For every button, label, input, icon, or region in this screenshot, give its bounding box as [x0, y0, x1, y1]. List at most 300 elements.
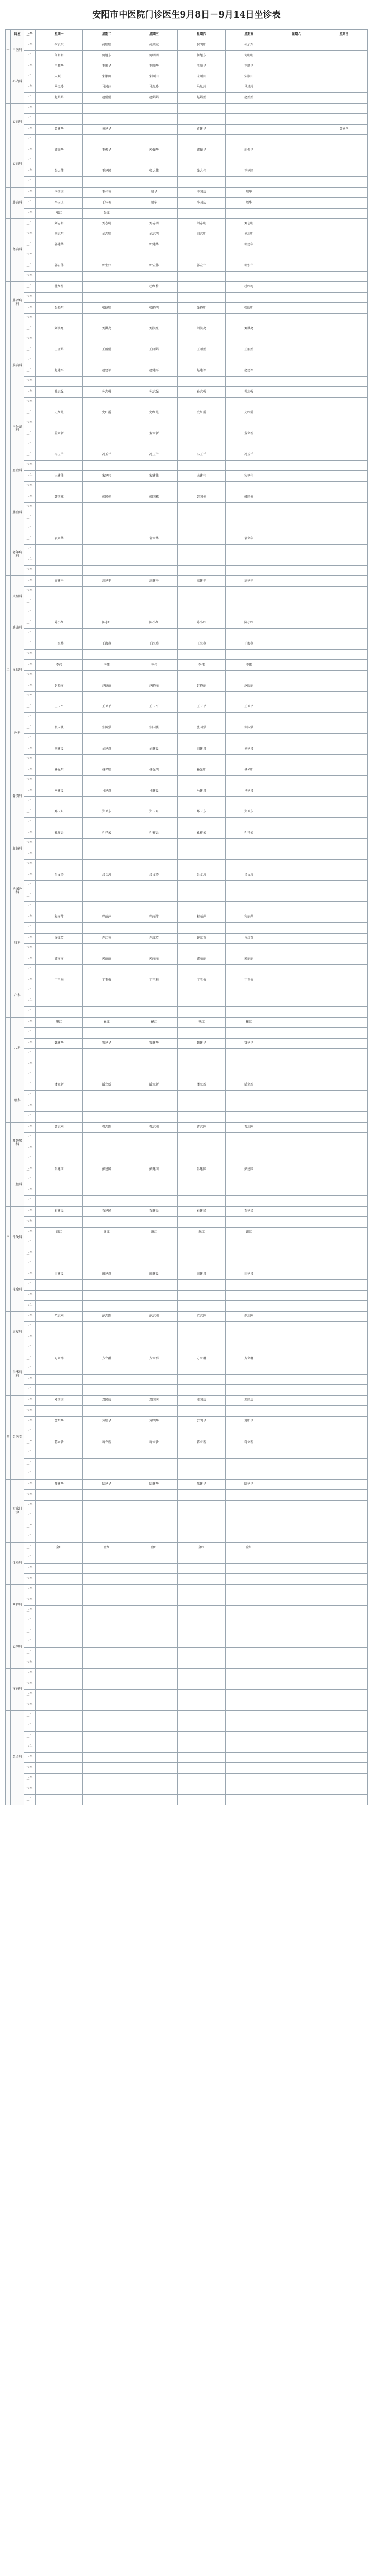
doctor-cell [36, 1280, 83, 1290]
doctor-cell: 郭建华 [36, 240, 83, 250]
period-cell: 下午 [24, 607, 36, 618]
doctor-cell: 潘立新 [130, 1080, 178, 1091]
doctor-cell [178, 1048, 225, 1059]
period-cell: 上午 [24, 1017, 36, 1027]
doctor-cell [130, 1290, 178, 1300]
doctor-cell [320, 1280, 367, 1290]
doctor-cell [273, 964, 320, 975]
doctor-cell [320, 1395, 367, 1405]
period-cell: 上午 [24, 1500, 36, 1511]
doctor-cell [83, 1648, 130, 1658]
doctor-cell: 张国强 [178, 723, 225, 733]
period-cell: 下午 [24, 734, 36, 744]
doctor-cell [36, 880, 83, 891]
schedule-row [6, 691, 368, 702]
period-cell: 下午 [24, 964, 36, 975]
doctor-cell: 蒋立新 [130, 1437, 178, 1448]
doctor-cell [225, 513, 273, 523]
doctor-cell [273, 1259, 320, 1269]
doctor-cell [273, 555, 320, 565]
doctor-cell [225, 1217, 273, 1227]
schedule-row [6, 1616, 368, 1626]
doctor-cell [130, 1217, 178, 1227]
period-cell: 下午 [24, 1616, 36, 1626]
doctor-cell [273, 1017, 320, 1027]
doctor-cell: 李国庆 [36, 187, 83, 197]
floor-cell [6, 1353, 11, 1396]
schedule-row [6, 933, 368, 943]
doctor-cell [36, 1059, 83, 1070]
doctor-cell [320, 1112, 367, 1122]
period-cell: 上午 [24, 1773, 36, 1784]
doctor-cell [320, 481, 367, 492]
doctor-cell: 赵晓丽 [36, 681, 83, 691]
doctor-cell: 邓国庆 [83, 1395, 130, 1405]
doctor-cell [225, 691, 273, 702]
period-cell: 上午 [24, 429, 36, 439]
doctor-cell [320, 1794, 367, 1805]
doctor-cell [273, 639, 320, 649]
schedule-row [6, 1626, 368, 1637]
schedule-row [6, 586, 368, 597]
schedule-row [6, 1742, 368, 1752]
doctor-cell [273, 1658, 320, 1668]
doctor-cell: 马建设 [36, 786, 83, 796]
period-cell: 下午 [24, 1700, 36, 1710]
doctor-cell: 陈小红 [36, 618, 83, 628]
dept-name-cell: 治未病科 [11, 1353, 24, 1396]
doctor-cell [178, 208, 225, 218]
doctor-cell [130, 1773, 178, 1784]
dept-name-cell: 骨伤科 [11, 765, 24, 828]
period-cell: 下午 [24, 1217, 36, 1227]
doctor-cell [225, 597, 273, 607]
doctor-cell [273, 229, 320, 240]
doctor-cell: 范志刚 [83, 1311, 130, 1321]
period-cell: 上午 [24, 534, 36, 544]
schedule-row [6, 219, 368, 229]
doctor-cell: 王海燕 [178, 639, 225, 649]
schedule-row [6, 1479, 368, 1489]
doctor-cell [273, 1048, 320, 1059]
doctor-cell [178, 114, 225, 124]
doctor-cell [83, 796, 130, 807]
doctor-cell: 何明明 [225, 50, 273, 61]
doctor-cell [36, 1143, 83, 1154]
doctor-cell [225, 1490, 273, 1500]
doctor-cell [178, 418, 225, 429]
doctor-cell [36, 1564, 83, 1574]
doctor-cell: 星期一 [36, 30, 83, 40]
dept-name-cell: 体检科 [11, 1543, 24, 1585]
period-cell: 上午 [24, 870, 36, 880]
doctor-cell [225, 1259, 273, 1269]
doctor-cell [273, 208, 320, 218]
doctor-cell [320, 660, 367, 670]
dept-name-cell: 皮肤科 [11, 639, 24, 702]
doctor-cell [130, 1375, 178, 1385]
doctor-cell: 李伟 [36, 660, 83, 670]
schedule-row [6, 1091, 368, 1101]
doctor-cell: 何旭东 [36, 40, 83, 50]
schedule-row [6, 1689, 368, 1700]
doctor-cell: 刘志明 [178, 229, 225, 240]
doctor-cell [83, 1175, 130, 1185]
schedule-row [6, 555, 368, 565]
schedule-row [6, 1259, 368, 1269]
doctor-cell [273, 103, 320, 113]
doctor-cell [273, 187, 320, 197]
doctor-cell [178, 1459, 225, 1469]
doctor-cell [36, 1763, 83, 1773]
doctor-cell [178, 1773, 225, 1784]
doctor-cell [130, 376, 178, 386]
dept-name-cell: 肛肠科 [11, 828, 24, 870]
doctor-cell [130, 565, 178, 575]
doctor-cell [225, 313, 273, 324]
doctor-cell [130, 1763, 178, 1773]
doctor-cell [178, 1532, 225, 1542]
doctor-cell [83, 713, 130, 723]
schedule-row [6, 187, 368, 197]
period-cell: 上午 [24, 1459, 36, 1469]
doctor-cell: 陆建华 [83, 1479, 130, 1489]
doctor-cell [273, 923, 320, 933]
doctor-cell: 郭宏伟 [178, 261, 225, 271]
dept-name-cell: 急诊科 [11, 1710, 24, 1805]
doctor-cell: 王卫平 [225, 702, 273, 713]
doctor-cell: 冯玉兰 [36, 450, 83, 460]
doctor-cell [178, 1248, 225, 1259]
doctor-cell [273, 1521, 320, 1532]
doctor-cell [36, 1511, 83, 1521]
schedule-row [6, 1007, 368, 1017]
doctor-cell [273, 1469, 320, 1479]
doctor-cell [178, 534, 225, 544]
schedule-row [6, 670, 368, 681]
doctor-cell [320, 1196, 367, 1206]
schedule-row [6, 734, 368, 744]
doctor-cell: 程丽萍 [83, 912, 130, 922]
doctor-cell [36, 964, 83, 975]
doctor-cell: 陈小红 [130, 618, 178, 628]
floor-cell [6, 1122, 11, 1164]
doctor-cell: 高建平 [178, 576, 225, 586]
doctor-cell [130, 796, 178, 807]
doctor-cell [130, 1028, 178, 1038]
doctor-cell: 陆建华 [36, 1479, 83, 1489]
doctor-cell [178, 523, 225, 534]
schedule-row [6, 303, 368, 313]
period-cell: 上午 [24, 1269, 36, 1280]
doctor-cell [130, 734, 178, 744]
doctor-cell [273, 1112, 320, 1122]
floor-cell [6, 450, 11, 492]
doctor-cell [273, 807, 320, 817]
doctor-cell [320, 1532, 367, 1542]
doctor-cell [130, 670, 178, 681]
doctor-cell [130, 986, 178, 996]
doctor-cell [83, 1406, 130, 1416]
doctor-cell: 石建民 [225, 1206, 273, 1216]
doctor-cell: 王丽娟 [225, 345, 273, 355]
schedule-row [6, 61, 368, 72]
doctor-cell [273, 545, 320, 555]
doctor-cell: 孔祥云 [83, 828, 130, 838]
doctor-cell [83, 1301, 130, 1311]
doctor-cell [83, 818, 130, 828]
schedule-row [6, 1175, 368, 1185]
doctor-cell [273, 607, 320, 618]
period-cell: 下午 [24, 839, 36, 849]
doctor-cell [320, 545, 367, 555]
doctor-cell [225, 1595, 273, 1605]
doctor-cell: 方立群 [130, 1353, 178, 1364]
doctor-cell: 崔红 [178, 1017, 225, 1027]
doctor-cell [225, 1500, 273, 1511]
schedule-row [6, 1101, 368, 1111]
doctor-cell: 丁玉梅 [178, 975, 225, 986]
doctor-cell [130, 1794, 178, 1805]
doctor-cell [178, 1742, 225, 1752]
doctor-cell [320, 1679, 367, 1689]
doctor-cell [273, 1206, 320, 1216]
schedule-row [6, 261, 368, 271]
schedule-row [6, 1416, 368, 1427]
doctor-cell: 赵晓丽 [83, 681, 130, 691]
doctor-cell: 王海燕 [225, 639, 273, 649]
dept-name-cell: 脾胃病科 [11, 282, 24, 324]
doctor-cell [225, 1133, 273, 1143]
doctor-cell [320, 923, 367, 933]
doctor-cell [36, 1290, 83, 1300]
doctor-cell [178, 1605, 225, 1616]
floor-cell [6, 324, 11, 408]
doctor-cell: 谢红 [130, 1227, 178, 1238]
schedule-row [6, 1217, 368, 1227]
doctor-cell [225, 1794, 273, 1805]
doctor-cell [320, 734, 367, 744]
doctor-cell [320, 523, 367, 534]
doctor-cell [178, 1564, 225, 1574]
doctor-cell [130, 1364, 178, 1374]
floor-cell [6, 61, 11, 104]
doctor-cell [83, 334, 130, 345]
doctor-cell: 何旭东 [225, 40, 273, 50]
doctor-cell [178, 996, 225, 1006]
doctor-cell: 崔红 [225, 1017, 273, 1027]
doctor-cell [273, 471, 320, 481]
period-cell: 下午 [24, 271, 36, 281]
doctor-cell [130, 1280, 178, 1290]
doctor-cell [320, 650, 367, 660]
doctor-cell [83, 1763, 130, 1773]
doctor-cell [273, 166, 320, 177]
doctor-cell [320, 1154, 367, 1164]
doctor-cell [83, 1784, 130, 1794]
doctor-cell [36, 439, 83, 450]
doctor-cell [273, 880, 320, 891]
doctor-cell [178, 1112, 225, 1122]
doctor-cell: 孔祥云 [178, 828, 225, 838]
doctor-cell [130, 1616, 178, 1626]
doctor-cell [178, 923, 225, 933]
period-cell: 下午 [24, 1406, 36, 1416]
period-cell: 上午 [24, 933, 36, 943]
schedule-row [6, 461, 368, 471]
doctor-cell: 魏建华 [83, 1038, 130, 1048]
doctor-cell [178, 1500, 225, 1511]
doctor-cell [225, 607, 273, 618]
doctor-cell [36, 1248, 83, 1259]
doctor-cell [36, 1721, 83, 1731]
schedule-row [6, 954, 368, 964]
doctor-cell [36, 1112, 83, 1122]
doctor-cell [273, 765, 320, 775]
doctor-cell [273, 145, 320, 156]
schedule-row [6, 156, 368, 166]
doctor-cell: 石建民 [36, 1206, 83, 1216]
doctor-cell [320, 134, 367, 145]
doctor-cell [36, 103, 83, 113]
doctor-cell [178, 177, 225, 187]
doctor-cell: 郑卫东 [225, 807, 273, 817]
doctor-cell [320, 1185, 367, 1195]
period-cell: 下午 [24, 523, 36, 534]
doctor-cell [273, 1511, 320, 1521]
doctor-cell [130, 1427, 178, 1437]
doctor-cell: 曹志刚 [36, 1122, 83, 1132]
doctor-cell [273, 1605, 320, 1616]
doctor-cell [225, 177, 273, 187]
dept-name-cell: 专家门诊 [11, 1479, 24, 1542]
doctor-cell: 丁玉梅 [83, 975, 130, 986]
doctor-cell [83, 923, 130, 933]
doctor-cell: 周华 [225, 198, 273, 208]
doctor-cell [273, 1217, 320, 1227]
floor-cell [6, 187, 11, 218]
schedule-row [6, 565, 368, 575]
doctor-cell [273, 93, 320, 103]
doctor-cell: 郑卫东 [83, 807, 130, 817]
doctor-cell [273, 82, 320, 92]
period-cell: 上午 [24, 187, 36, 197]
doctor-cell [36, 1364, 83, 1374]
doctor-cell [273, 1710, 320, 1721]
doctor-cell [320, 61, 367, 72]
doctor-cell: 李伟 [178, 660, 225, 670]
doctor-cell [225, 1101, 273, 1111]
doctor-cell [273, 754, 320, 765]
doctor-cell [130, 1238, 178, 1248]
doctor-cell [320, 996, 367, 1006]
doctor-cell [130, 1626, 178, 1637]
schedule-row [6, 1143, 368, 1154]
doctor-cell [273, 1133, 320, 1143]
doctor-cell [225, 986, 273, 996]
period-cell: 上午 [24, 954, 36, 964]
doctor-cell [178, 1784, 225, 1794]
schedule-row [6, 30, 368, 40]
doctor-cell [273, 859, 320, 870]
doctor-cell: 郭宏伟 [83, 261, 130, 271]
schedule-row [6, 859, 368, 870]
schedule-row [6, 828, 368, 838]
floor-cell [6, 702, 11, 765]
doctor-cell: 郭丽丽 [83, 954, 130, 964]
doctor-cell [225, 1521, 273, 1532]
schedule-row [6, 240, 368, 250]
doctor-cell [83, 964, 130, 975]
doctor-cell: 丁玉梅 [36, 975, 83, 986]
doctor-cell [225, 1091, 273, 1101]
doctor-cell [178, 1648, 225, 1658]
doctor-cell [36, 597, 83, 607]
doctor-cell [273, 796, 320, 807]
doctor-cell: 何明明 [83, 40, 130, 50]
doctor-cell [273, 849, 320, 859]
doctor-cell: 郭丽丽 [36, 954, 83, 964]
doctor-cell [83, 734, 130, 744]
doctor-cell [225, 796, 273, 807]
schedule-row [6, 72, 368, 82]
doctor-cell: 张晓明 [130, 303, 178, 313]
doctor-cell: 彭建国 [83, 1164, 130, 1175]
doctor-cell [320, 492, 367, 502]
doctor-cell [178, 1322, 225, 1332]
doctor-cell: 崔红 [130, 1017, 178, 1027]
period-cell: 下午 [24, 1007, 36, 1017]
doctor-cell: 孙志强 [130, 387, 178, 397]
period-cell: 下午 [24, 1280, 36, 1290]
floor-cell [6, 1311, 11, 1353]
doctor-cell [273, 282, 320, 292]
doctor-cell [83, 1332, 130, 1343]
schedule-row [6, 376, 368, 386]
schedule-row [6, 1280, 368, 1290]
doctor-cell [273, 1280, 320, 1290]
doctor-cell [320, 1479, 367, 1489]
doctor-cell: 韩国栋 [36, 492, 83, 502]
doctor-cell [36, 565, 83, 575]
doctor-cell: 潘立新 [36, 1080, 83, 1091]
schedule-row [6, 1679, 368, 1689]
dept-name-cell: 心内科 [11, 61, 24, 104]
schedule-row [6, 1794, 368, 1805]
doctor-cell [320, 1343, 367, 1353]
doctor-cell [273, 429, 320, 439]
doctor-cell [83, 1700, 130, 1710]
doctor-cell [273, 1459, 320, 1469]
doctor-cell [320, 418, 367, 429]
doctor-cell [178, 1091, 225, 1101]
doctor-cell [320, 891, 367, 902]
doctor-cell [320, 975, 367, 986]
doctor-cell [36, 818, 83, 828]
doctor-cell [273, 1164, 320, 1175]
doctor-cell [273, 902, 320, 912]
period-cell: 上午 [24, 996, 36, 1006]
doctor-cell: 星期日 [320, 30, 367, 40]
period-cell: 上午 [24, 1437, 36, 1448]
doctor-cell [36, 376, 83, 386]
schedule-row [6, 1290, 368, 1300]
doctor-cell [320, 1059, 367, 1070]
doctor-cell [273, 1290, 320, 1300]
doctor-cell [225, 208, 273, 218]
doctor-cell [36, 607, 83, 618]
doctor-cell: 蒋立新 [178, 1437, 225, 1448]
